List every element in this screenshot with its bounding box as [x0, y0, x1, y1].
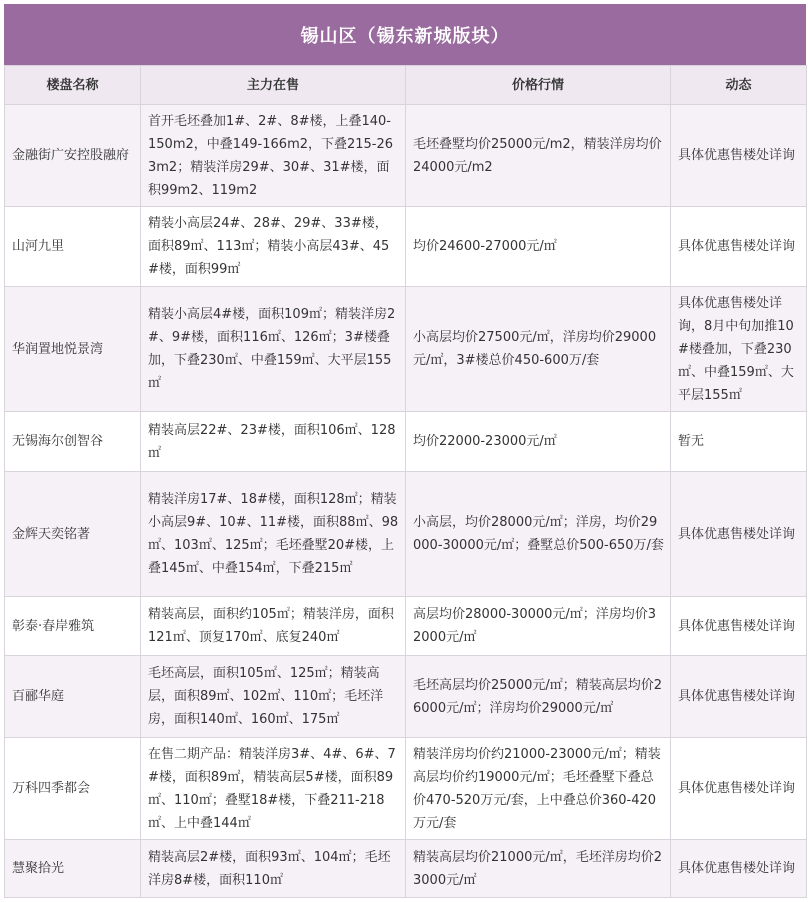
- project-price: 小高层均价27500元/㎡，洋房均价29000元/㎡，3#楼总价450-600万/套: [406, 287, 671, 412]
- table-row: [5, 412, 807, 472]
- project-price: 小高层，均价28000元/㎡；洋房，均价29000-30000元/㎡；叠墅总价500-650万/套: [406, 472, 671, 597]
- project-price: 均价24600-27000元/㎡: [406, 207, 671, 287]
- project-name: 无锡海尔创智谷: [5, 412, 141, 472]
- project-status: 具体优惠售楼处详询: [671, 840, 807, 898]
- header-supply: 主力在售: [141, 66, 406, 105]
- project-name: 百郦华庭: [5, 656, 141, 738]
- header-name: 楼盘名称: [5, 66, 141, 105]
- project-name: 金融街广安控股融府: [5, 105, 141, 207]
- project-name: 山河九里: [5, 207, 141, 287]
- table-row: [5, 840, 807, 898]
- project-supply: 精装小高层4#楼，面积109㎡；精装洋房2#、9#楼，面积116㎡、126㎡；3#楼叠加，下叠230㎡、中叠159㎡、大平层155㎡: [141, 287, 406, 412]
- project-supply: 精装高层2#楼，面积93㎡、104㎡；毛坯洋房8#楼，面积110㎡: [141, 840, 406, 898]
- table-row: [5, 472, 807, 597]
- project-price: 高层均价28000-30000元/㎡；洋房均价32000元/㎡: [406, 597, 671, 656]
- project-status: 具体优惠售楼处详询: [671, 207, 807, 287]
- project-supply: 在售二期产品：精装洋房3#、4#、6#、7#楼，面积89㎡，精装高层5#楼，面积89㎡、110㎡；叠墅18#楼，下叠211-218㎡、上中叠144㎡: [141, 738, 406, 840]
- project-supply: 精装高层22#、23#楼，面积106㎡、128㎡: [141, 412, 406, 472]
- table-row: [5, 105, 807, 207]
- project-price: 精装洋房均价约21000-23000元/㎡；精装高层均价约19000元/㎡；毛坯叠墅下叠总价470-520万元/套，上中叠总价360-420万元/套: [406, 738, 671, 840]
- project-status: 具体优惠售楼处详询: [671, 597, 807, 656]
- table-row: [5, 287, 807, 412]
- project-supply: 精装洋房17#、18#楼，面积128㎡；精装小高层9#、10#、11#楼，面积88㎡、98㎡、103㎡、125㎡；毛坯叠墅20#楼，上叠145㎡、中叠154㎡，下叠215㎡: [141, 472, 406, 597]
- project-status: 具体优惠售楼处详询: [671, 105, 807, 207]
- project-price: 均价22000-23000元/㎡: [406, 412, 671, 472]
- project-supply: 精装高层，面积约105㎡；精装洋房，面积121㎡、顶复170㎡、底复240㎡: [141, 597, 406, 656]
- project-status: 暂无: [671, 412, 807, 472]
- project-name: 金辉天奕铭著: [5, 472, 141, 597]
- project-name: 万科四季都会: [5, 738, 141, 840]
- header-price: 价格行情: [406, 66, 671, 105]
- table-row: [5, 597, 807, 656]
- project-status: 具体优惠售楼处详询: [671, 738, 807, 840]
- table-title: 锡山区（锡东新城版块）: [4, 4, 806, 65]
- project-supply: 首开毛坯叠加1#、2#、8#楼，上叠140-150m2，中叠149-166m2，下叠215-263m2；精装洋房29#、30#、31#楼，面积99m2、119m2: [141, 105, 406, 207]
- project-status: 具体优惠售楼处详询: [671, 472, 807, 597]
- project-status: 具体优惠售楼处详询: [671, 656, 807, 738]
- project-price: 毛坯叠墅均价25000元/m2，精装洋房均价24000元/m2: [406, 105, 671, 207]
- project-name: 华润置地悦景湾: [5, 287, 141, 412]
- table-row: [5, 656, 807, 738]
- project-name: 彰泰·春岸雅筑: [5, 597, 141, 656]
- project-price: 精装高层均价21000元/㎡，毛坯洋房均价23000元/㎡: [406, 840, 671, 898]
- project-name: 慧聚拾光: [5, 840, 141, 898]
- table-row: [5, 207, 807, 287]
- housing-table: [4, 65, 807, 898]
- header-status: 动态: [671, 66, 807, 105]
- project-supply: 毛坯高层，面积105㎡、125㎡；精装高层，面积89㎡、102㎡、110㎡；毛坯洋房，面积140㎡、160㎡、175㎡: [141, 656, 406, 738]
- project-status: 具体优惠售楼处详询，8月中旬加推10#楼叠加，下叠230㎡、中叠159㎡、大平层155㎡: [671, 287, 807, 412]
- project-supply: 精装小高层24#、28#、29#、33#楼，面积89㎡、113㎡；精装小高层43#、45#楼，面积99㎡: [141, 207, 406, 287]
- header-row: [5, 66, 807, 105]
- project-price: 毛坯高层均价25000元/㎡；精装高层均价26000元/㎡；洋房均价29000元/㎡: [406, 656, 671, 738]
- table-row: [5, 738, 807, 840]
